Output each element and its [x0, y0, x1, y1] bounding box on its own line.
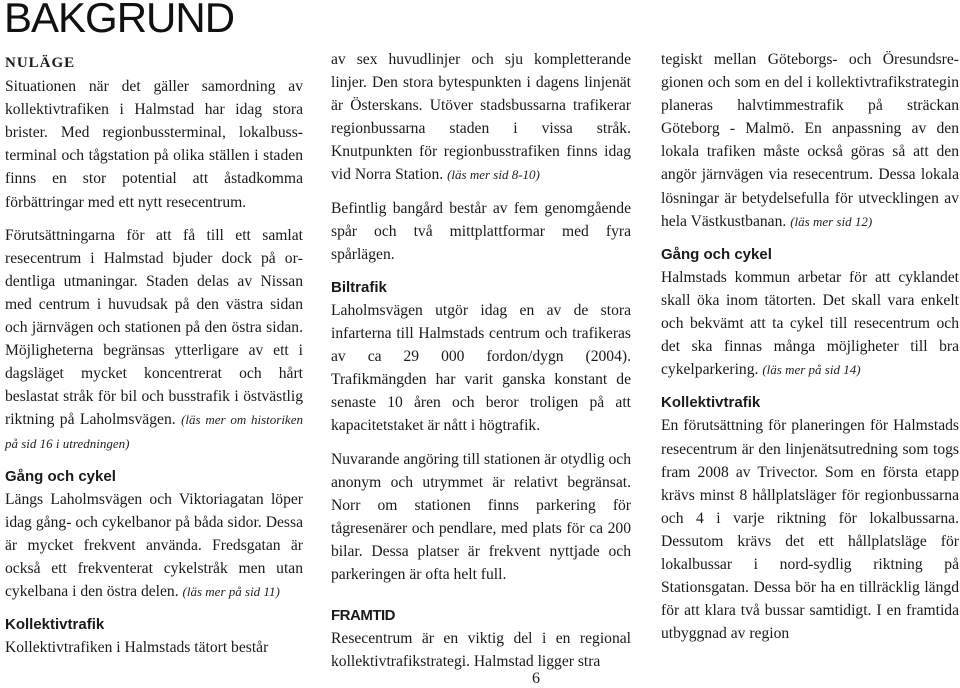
paragraph-text: av sex huvudlinjer och sju kompletterande linjer. Den stora bytespunkten i dagens linjenät är Österskans. Utöver stadsbussarna trafikerar regionbussarna staden i vissa stråk. Knutpunkten för regionbusstrafiken finns idag vid Norra Station.	[331, 51, 631, 184]
paragraph: Situationen när det gäller samordning av kollektivtrafiken i Halmstad har idag stora brister. Med regionbussterminal, lokalbussterminal och tågstation på olika ställen i staden finns en stor potential att åstadkomma förbättringar med ett nytt resecentrum.	[5, 78, 303, 211]
paragraph-text: Halmstads kommun arbetar för att cyklandet skall öka inom tätorten. Det skall vara enkelt och bekvämt att ta cykel till resecentrum och det ska finnas många möjligheter till bra cykelparkering.	[661, 268, 959, 379]
page-reference: (läs mer sid 12)	[790, 213, 873, 229]
paragraph: Nuvarande angöring till stationen är otydlig och anonym och utrymmet är relativt begränsat. Norr om stationen finns parkering för tågresenärer och pendlare, med plats för ca 200 bilar. Dessa platser är frekvent nyttjade och parkeringen är ofta helt full.	[331, 450, 631, 583]
column-1	[5, 52, 303, 659]
paragraph	[331, 48, 631, 187]
subheading-public-transport: Kollektivtrafik	[661, 394, 761, 412]
paragraph: Laholmsvägen utgör idag en av de stora infarterna till Halmstads centrum och trafikeras av ca 29 000 fordon/dygn (2004). Trafikmängden har varit ganska konstant de senaste 10 åren och beror troligen på att kapacitetstaket är nått i högtrafik.	[331, 301, 631, 435]
page-reference: (läs mer på sid 11)	[182, 584, 280, 600]
subheading-car-traffic: Biltrafik	[331, 278, 387, 296]
page-reference: (läs mer på sid 14)	[762, 362, 861, 378]
column-3	[661, 48, 959, 645]
paragraph-text: Förutsättningarna för att få till ett samlat resecentrum i Halmstad bjuder dock på ordentliga utmaningar. Staden delas av Nissan med centrum i huvudsak på den västra sidan och järnvägen och stationen på den östra sidan. Möjligheterna begränsas ytterligare av ett i dagsläget mycket koncentrerat och hårt beslastat stråk för bil och busstrafik i östvästlig riktning på Laholmsvägen.	[5, 226, 303, 429]
page-title: BAKGRUND	[4, 0, 235, 41]
paragraph	[661, 266, 959, 381]
paragraph-text: tegiskt mellan Göteborgs- och Öresundsregionen och som en del i kollektivtrafikstrategin planeras halvtimmestrafik på sträckan Göteborg - Malmö. En anpassning av den lokala trafiken måste också göras så att den angör järnvägen via resecentrum. Dessa lokala lösningar är betydelsefulla för utvecklingen av hela Västkustbanan.	[661, 51, 959, 230]
section-heading-nulage: NULÄGE	[5, 55, 76, 71]
paragraph: Kollektivtrafiken i Halmstads tätort består	[5, 639, 269, 657]
subheading-walking-cycling: Gång och cykel	[5, 467, 116, 485]
section-heading-framtid: FRAMTID	[331, 607, 395, 625]
paragraph-text: Längs Laholmsvägen och Viktoriagatan löper idag gång- och cykelbanor på båda sidor. Dessa är mycket frekvent använda. Fredsgatan är också ett frekventerat cykelstråk men utan cykelbana i den östra delen.	[5, 490, 303, 601]
subheading-walking-cycling: Gång och cykel	[661, 245, 772, 263]
paragraph	[5, 488, 303, 603]
page-reference: (läs mer sid 8-10)	[447, 167, 540, 183]
paragraph	[661, 48, 959, 233]
column-2	[331, 48, 631, 673]
page-reference: (läs mer om historiken på sid 16 i utredningen)	[5, 412, 303, 451]
paragraph	[5, 224, 303, 455]
subheading-public-transport: Kollektivtrafik	[5, 616, 105, 634]
paragraph: Resecentrum är en viktig del i en regional kollektivtrafikstrategi. Halmstad ligger stra	[331, 630, 631, 671]
paragraph: En förutsättning för planeringen för Halmstads resecentrum är den linjenätsutredning som togs fram 2008 av Trivector. Som en första etapp krävs minst 8 hållplatsläger för regionbussarna och 4 i varje riktning för lokalbussarna. Dessutom krävs det ett hållplatsläge för lokalbussar i nord-sydlig riktning på Stationsgatan. Dessa bör ha en tillräcklig längd för att klara två bussar samtidigt. I en framtida utbyggnad av region	[661, 417, 959, 643]
page-number: 6	[532, 670, 540, 687]
paragraph: Befintlig bangård består av fem genomgående spår och två mittplattformar med fyra spårlägen.	[331, 199, 631, 263]
